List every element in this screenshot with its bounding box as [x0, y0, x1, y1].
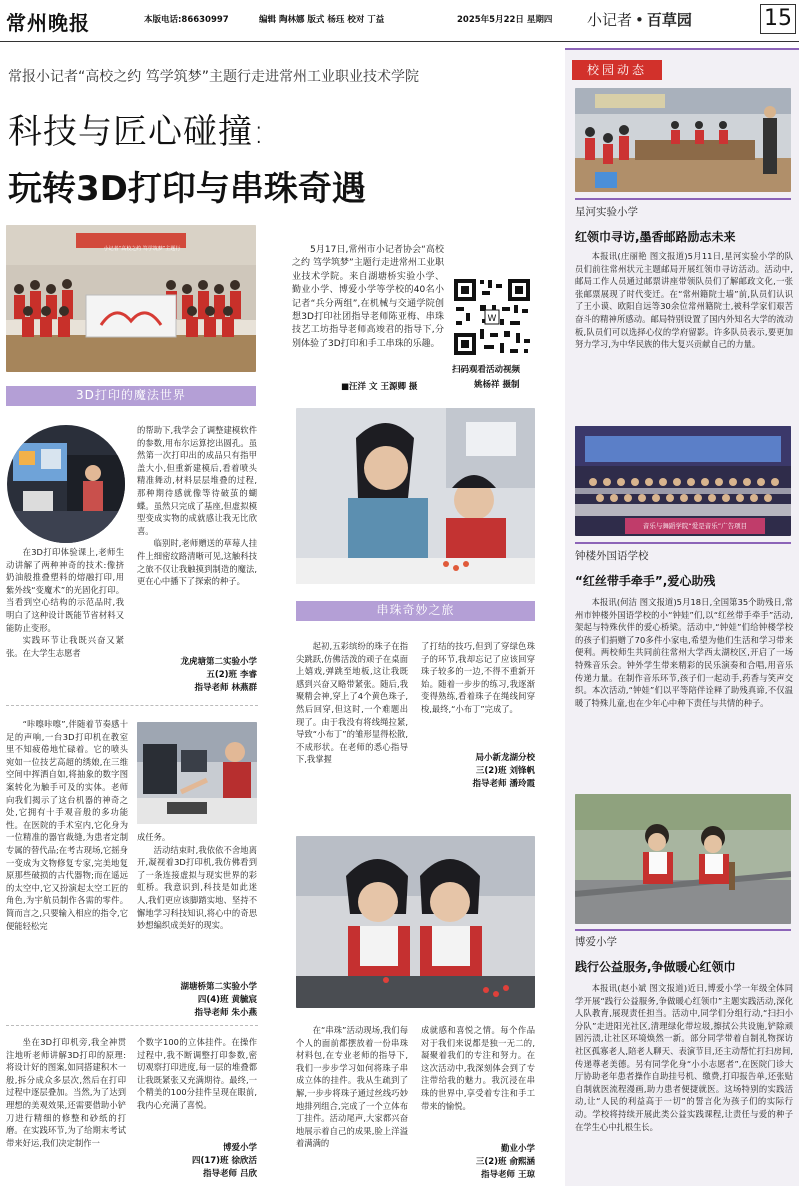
article-3d-2-sign	[137, 981, 257, 1020]
sidebar-news2-paragraph: 本报讯(何洁 图文报道)5月18日,全国第35个助残日,常州市钟楼外国语学校的小“钟娃”们,以“红丝带手牵手”活动,架起与特殊伙伴的爱心桥梁。活动中,“钟娃”们给钟楼学校的孩子们捐赠了70多件小家电,希望为他们生活和学习带来便利。两校师生共同前往常州大学西太湖校区,开启了一场特殊音乐会。钟外学生带来精彩的民乐演奏和合唱,用音乐传递力量。在制作音乐环节,孩子们一起动手,药香与笑声交织。本次活动,“钟娃”们以平等陪伴诠释了助残真谛,不仅温暖了特殊儿童,也在少年心中种下责任与共情的种子。	[575, 597, 793, 708]
sign-school: 勤业小学	[500, 1144, 535, 1154]
article-3d-1-right	[137, 424, 257, 656]
sign-school: 湖塘桥第二实验小学	[180, 982, 257, 992]
sidebar-news2-rule	[575, 542, 791, 544]
masthead-phone: 本版电话:86630997	[144, 15, 229, 25]
article-3d-1-left-p2: 实践环节让我既兴奋又紧张。在大学生志愿者	[6, 635, 124, 658]
svg-text:W: W	[487, 314, 497, 324]
sign-student: 五(2)班 李睿	[206, 670, 257, 680]
sidebar-news3-title: 践行公益服务,争做暖心红领巾	[575, 960, 736, 974]
article-3d-3-left-p1: 坐在3D打印机旁,我全神贯注地听老师讲解3D打印的原理:将设计好的图案,如同搭建积木一般,拆分成众多层次,然后在打印过程中逐层叠加。当然,为了达到理想的美观效果,还需要借助小铲刀进行精细的修整和砂纸的打磨。在实践环节,为了给期末考试带来好运,我们决定制作一	[6, 1037, 126, 1148]
photo-3d-printer	[137, 722, 257, 824]
sidebar-photo-3	[575, 794, 791, 924]
page-number: 15	[760, 4, 796, 34]
masthead-date: 2025年5月22日 星期四	[457, 15, 553, 25]
sidebar-top-rule	[565, 48, 799, 50]
sign-teacher: 指导老师 林燕群	[194, 683, 257, 693]
article-3d-1-sign	[137, 656, 257, 695]
sign-student: 四(17)班 徐欣活	[191, 1156, 257, 1166]
qr-caption-2: 姚杨祥 摄制	[474, 380, 520, 390]
intro-paragraph: 5月17日,常州市小记者协会“高校之约 笃学筑梦”主题行走进常州工业职业技术学院。来自湖塘桥实验小学、勤业小学、博爱小学等学校的40名小记者“兵分两组”,在机械与交通学院创想3D打印社团指导老师陈亚梅、串珠技艺工坊指导老师高竣君的指导下,分别体验了3D打印和手工串珠的乐趣。	[292, 245, 444, 349]
sidebar-news1-text	[575, 250, 793, 402]
sign-teacher: 指导老师 朱小燕	[194, 1008, 257, 1018]
sidebar-news3-paragraph: 本报讯(赵小斌 图文报道)近日,博爱小学一年级全体同学开展“践行公益服务,争做暖心红领巾”主题实践活动,深化人队教育,展现责任担当。活动中,同学们分组行动,“扫扫小分队”走进阳光社区,清理绿化带垃圾,擦拭公共设施,铲除顽固污渍,让社区环境焕然一新。部分同学带着自制礼物探访社区孤寡老人,陪老人聊天、表演节目,还主动帮忙打扫房间,传递尊老美德。另有同学化身“小小志愿者”,在医院门诊大厅协助老年患者操作自助挂号机、缴费,打印报告单,还张贴自制就医流程漫画,助力患者便捷就医。这场特别的实践活动,让“人民的利益高于一切”的誓言化为孩子们的实际行动。学校将持续开展此类公益实践课程,让责任与爱的种子在学生心中扎根生长。	[575, 983, 793, 1132]
headline-line-1: 科技与匠心碰撞:	[8, 112, 266, 152]
article-3d-2-right	[137, 831, 257, 1001]
photo-bead-workshop-image	[296, 408, 535, 584]
masthead-rule	[0, 41, 799, 42]
article-bead-2-left-p1: 在“串珠”活动现场,我们每个人的面前都摆放着一份串珠材料包,在专业老师的指导下,我们一步步学习如何将珠子串成立体的挂件。我从生疏到了解,一步步将珠子通过丝线巧妙地排列组合,完成了一个立体布丁挂件。活动尾声,大家都兴奋地展示着自己的成果,脸上洋溢着满满的	[296, 1025, 408, 1149]
article-3d-1-left-p1: 在3D打印体验课上,老师生动讲解了两种神奇的技术:像挤奶油般推叠塑料的熔融打印,用紫外线“变魔术”的光固化打印。当看到空心结构的示范品时,我明白了这种设计既能节省材料又能防止变形。	[6, 547, 124, 633]
sign-school: 龙虎塘第二实验小学	[180, 657, 257, 667]
sidebar-news2-school: 钟楼外国语学校	[575, 550, 649, 562]
sidebar-photo-1-image	[575, 88, 791, 192]
article-3d-1-right-p1: 的帮助下,我学会了调整建模软件的参数,用布尔运算挖出圆孔。虽然第一次打印出的成品只有指甲盖大小,但重新建模后,看着喷头精准舞动,材料层层堆叠的过程,那种期待感就像等待破茧的蝴蝶。虽然只完成了基座,但虚拟模型变成实物的成就感让我无比欣喜。	[137, 425, 257, 536]
photo-3d-class	[7, 425, 125, 543]
sidebar-news2-text	[575, 596, 793, 786]
sidebar-news1-paragraph: 本报讯(庄丽艳 图文报道)5月11日,星河实验小学的队员们前往常州状元主题邮局开展红领巾寻访活动。活动中,邮局工作人员通过邮票讲座带领队员们了解邮政文化,一张张邮票展现了时代变迁。在“常州籍院士墙”前,队员们认识了王小谟、欧阳自远等30余位常州籍院士,被科学家们艰苦奋斗的精神所感动。邮局特别设置了国内外知名大学的流动板,队员们可以选择心仪的学府留影。许多队员表示,要更加努力学习,为中华民族的伟大复兴贡献自己的力量。	[575, 251, 793, 350]
article-3d-2-right-p1: 成任务。	[137, 832, 171, 842]
qr-code[interactable]	[452, 277, 532, 357]
section-label-bold: 百草园	[646, 11, 692, 29]
article-3d-2-right-p2: 活动结束时,我依依不舍地离开,凝视着3D打印机,我仿佛看到了一条连接虚拟与现实世界的彩虹桥。我意识到,科技是如此迷人,我们更应该脚踏实地、坚持不懈地学习科技知识,将心中的奇思妙想编织成美好的现实。	[137, 844, 257, 931]
article-bead-2-right	[421, 1024, 535, 1136]
sign-student: 三(2)班 刘锋帆	[475, 766, 535, 776]
article-3d-1-right-p2: 临别时,老师赠送的草莓人挂件上细密纹路清晰可见,这触科技之旅不仅让我触摸到制造的魔法,更在心中播下了探索的种子。	[137, 538, 257, 587]
article-bead-2-right-p1: 成就感和喜悦之情。每个作品对于我们来说都是独一无二的,凝聚着我们的专注和努力。在这次活动中,我深刻体会到了专注带给我的魅力。我沉浸在串珠的世界中,享受着专注和手工带来的愉悦。	[421, 1025, 535, 1111]
sidebar-news2-title: “红丝带手牵手”,爱心助残	[575, 574, 716, 588]
sidebar-news1-school: 星河实验小学	[575, 206, 638, 218]
sidebar-news3-rule	[575, 929, 791, 931]
sidebar-photo-1	[575, 88, 791, 192]
qr-code-icon	[452, 277, 532, 357]
photo-bead-girls-image	[296, 836, 535, 1008]
group-photo	[6, 225, 256, 372]
section-name: 小记者 • 百草园	[587, 11, 692, 29]
sidebar-news1-title: 红领巾寻访,墨香邮路励志未来	[575, 230, 736, 244]
article-bead-1-left	[296, 640, 408, 818]
photo-3d-class-image	[7, 425, 125, 543]
article-3d-3-sign	[137, 1142, 257, 1181]
sign-student: 三(2)班 俞熙涵	[475, 1157, 535, 1167]
sidebar-news1-rule	[575, 198, 791, 200]
masthead	[0, 0, 799, 42]
section-bar-3d: 3D打印的魔法世界	[6, 386, 256, 406]
sidebar-photo-2-banner: 音乐与舞蹈学院“爱是音乐”广告项目	[642, 522, 748, 530]
intro-text	[292, 244, 444, 370]
article-bead-1-right	[421, 640, 535, 752]
divider-3d-2	[6, 1025, 258, 1026]
headline-line-2: 玩转3D打印与串珠奇遇	[8, 169, 366, 209]
sidebar-photo-2	[575, 426, 791, 536]
photo-bead-girls	[296, 836, 535, 1008]
intro-byline: ■汪洋 文 王源卿 摄	[341, 382, 418, 392]
lead-kicker: 常报小记者“高校之约 笃学筑梦”主题行走进常州工业职业技术学院	[8, 69, 419, 85]
sidebar-photo-3-image	[575, 794, 791, 924]
article-3d-2-left-p1: “咔嚓咔嚓”,伴随着节奏感十足的声响,一台3D打印机在教室里不知疲倦地忙碌着。它的喷头宛如一位技艺高超的绣娘,在三维空间中挥洒自如,将抽象的数字图案转化为触手可及的实体。老师向我们揭示了这台机器的神奇之处,它拥有十手观音般的多功能性。在医院的手术室内,它化身为一位精准的器官裁缝,为患者定制专属的替代品;在考古现场,它摇身一变成为文物修复专家,完美地复原那些破损的古代器物;而在遥远的太空中,它又扮演起太空工匠的角色,为宇航员制作各需的零件。简而言之,只要输入相应的指令,它便能轻松完	[6, 719, 128, 931]
sign-student: 四(4)班 黄毓宸	[197, 995, 257, 1005]
sign-school: 博爱小学	[222, 1143, 257, 1153]
section-bar-bead: 串珠奇妙之旅	[296, 601, 535, 621]
sidebar-news3-school: 博爱小学	[575, 936, 617, 948]
sidebar-header-tag: 校园动态	[572, 60, 662, 80]
article-bead-1-left-p1: 起初,五彩缤纷的珠子在指尖跳跃,仿佛活泼的顽子在桌面上嬉戏,弹跳至地板,这让我既感到兴奋又略带紧张。随后,我聚精会神,穿上了4个黄色珠子,然后回穿,但这时,一个难题出现了。由于我没有将线绳拉紧,导致“小布丁”的雏形显得松散,不成形状。在老师的悉心指导下,我掌握	[296, 641, 408, 765]
article-3d-3-right-p1: 个数字100的立体挂件。在操作过程中,我不断调整打印参数,密切观察打印进度,每一层的堆叠都让我既紧张又充满期待。最终,一个精美的100分挂件呈现在眼前,我内心充满了喜悦。	[137, 1037, 257, 1110]
article-3d-1-left	[6, 546, 124, 698]
masthead-editors: 编辑 陶林娜 版式 杨珏 校对 丁益	[259, 15, 385, 25]
qr-caption-1: 扫码观看活动视频	[452, 365, 521, 375]
sidebar-news3-text	[575, 982, 793, 1182]
sign-teacher: 指导老师 吕欣	[203, 1169, 257, 1179]
section-label: 小记者	[587, 11, 633, 29]
article-3d-3-right	[137, 1036, 257, 1140]
sign-teacher: 指导老师 王琼	[481, 1170, 535, 1180]
sign-school: 局小新龙湖分校	[475, 753, 535, 763]
article-bead-1-sign	[421, 752, 535, 791]
article-bead-2-sign	[421, 1143, 535, 1182]
article-bead-2-left	[296, 1024, 408, 1184]
article-bead-1-right-p1: 了打结的技巧,但到了穿绿色珠子的环节,我却忘记了应该回穿珠子较多的一边,不得不重新开始。随着一步步的练习,我逐渐变得熟练,看着珠子在绳线间穿梭,最终,“小布丁”完成了。	[421, 641, 535, 714]
photo-banner-text: 小记者“高校之约 笃学筑梦”主题行	[103, 246, 181, 252]
sign-teacher: 指导老师 潘玲霞	[472, 779, 535, 789]
article-3d-2-left	[6, 718, 128, 1014]
sidebar-photo-2-image	[575, 426, 791, 536]
article-3d-3-left	[6, 1036, 126, 1184]
photo-bead-workshop	[296, 408, 535, 584]
photo-3d-printer-image	[137, 722, 257, 824]
newspaper-logo: 常州晚报	[6, 11, 90, 35]
divider-3d-1	[6, 705, 258, 706]
